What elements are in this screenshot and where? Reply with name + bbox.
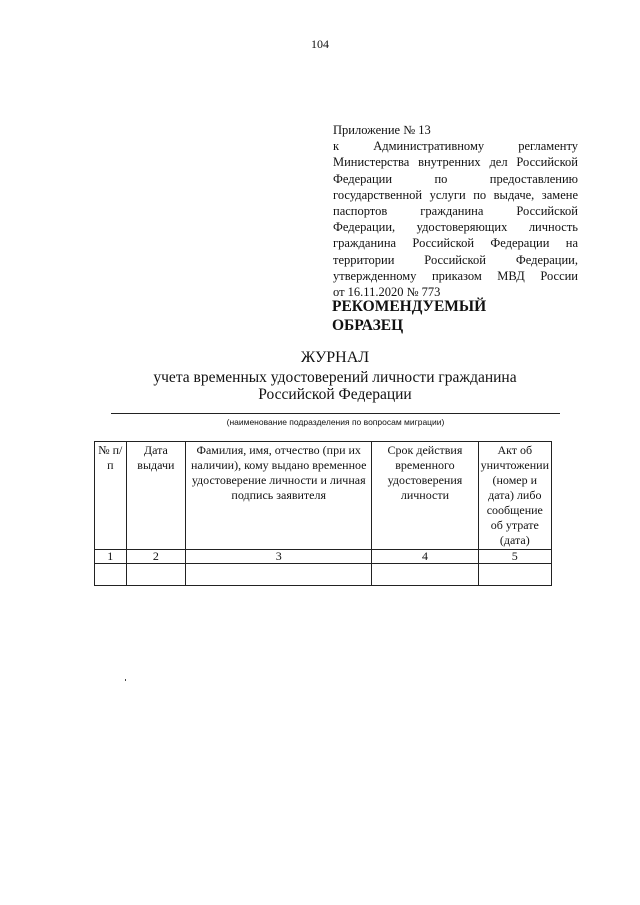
appendix-line: Федерации по предоставлению (333, 171, 578, 186)
appendix-line: утвержденному приказом МВД России (333, 268, 578, 283)
journal-subtitle-line-2: Российской Федерации (258, 386, 412, 403)
header-full-name: Фамилия, имя, отчество (при их наличии), кому выдано временное удостоверение личности и личная подпись заявителя (186, 442, 372, 550)
header-number: № п/п (95, 442, 127, 550)
appendix-line: к Административному регламенту (333, 139, 578, 154)
appendix-line: государственной услуги по выдаче, замене (333, 187, 578, 202)
appendix-line: от 16.11.2020 № 773 (333, 285, 441, 300)
column-number: 2 (126, 550, 186, 564)
column-number: 3 (186, 550, 372, 564)
journal-table (94, 441, 552, 586)
scan-speck (125, 679, 126, 681)
recommended-sample-heading (332, 297, 532, 335)
table-cell (372, 564, 478, 586)
column-number: 1 (95, 550, 127, 564)
header-issue-date: Дата выдачи (126, 442, 186, 550)
recommended-line-1: РЕКОМЕНДУЕМЫЙ (332, 298, 487, 315)
department-name-line (111, 413, 560, 414)
column-number: 4 (372, 550, 478, 564)
table-cell (478, 564, 551, 586)
table-header-row (95, 442, 552, 550)
appendix-line: гражданина Российской Федерации на (333, 236, 578, 251)
appendix-line: Министерства внутренних дел Российской (333, 155, 578, 170)
journal-title: ЖУРНАЛ (300, 349, 370, 366)
table-cell (95, 564, 127, 586)
header-destruction-act: Акт об уничтожении (номер и дата) либо сообщение об утрате (дата) (478, 442, 551, 550)
table-column-numbers-row (95, 550, 552, 564)
appendix-line: паспортов гражданина Российской (333, 204, 578, 219)
department-name-caption: (наименование подразделения по вопросам миграции) (226, 417, 445, 427)
header-validity: Срок действия временного удостоверения личности (372, 442, 478, 550)
journal-subtitle-line-1: учета временных удостоверений личности гражданина (153, 369, 517, 386)
appendix-line: территории Российской Федерации, (333, 252, 578, 267)
table-cell (126, 564, 186, 586)
recommended-line-2: ОБРАЗЕЦ (332, 317, 404, 334)
appendix-line: Приложение № 13 (333, 123, 431, 137)
column-number: 5 (478, 550, 551, 564)
table-cell (186, 564, 372, 586)
table-row (95, 564, 552, 586)
appendix-line: Федерации, удостоверяющих личность (333, 220, 578, 235)
page-number: 104 (311, 37, 329, 51)
appendix-block (333, 122, 578, 300)
